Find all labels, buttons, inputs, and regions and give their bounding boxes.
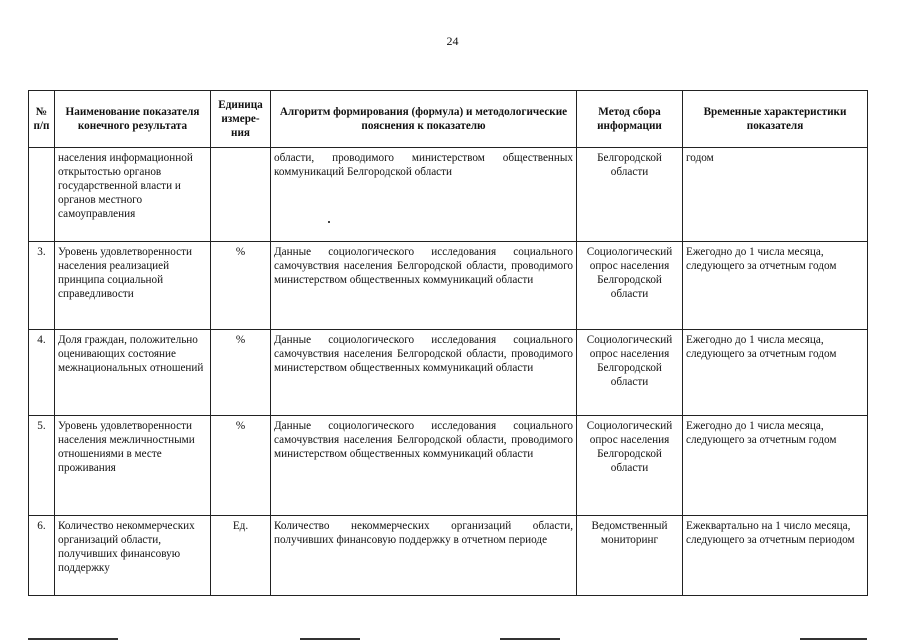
table-row bbox=[29, 416, 868, 516]
cell-timing: Ежегодно до 1 числа месяца, следующего за отчетным годом bbox=[683, 416, 868, 516]
cell-timing: Ежегодно до 1 числа месяца, следующего за отчетным годом bbox=[683, 330, 868, 416]
cell-algorithm: Данные социологического исследования социального самочувствия населения Белгородской области, проводимого министерством общественных коммуникаций области bbox=[271, 416, 577, 516]
header-num: № п/п bbox=[29, 91, 55, 148]
cell-unit bbox=[211, 148, 271, 242]
cell-timing: годом bbox=[683, 148, 868, 242]
cell-algorithm: области, проводимого министерством общественных коммуникаций Белгородской области bbox=[271, 148, 577, 242]
cell-unit: % bbox=[211, 416, 271, 516]
cell-num: 4. bbox=[29, 330, 55, 416]
cell-timing: Ежеквартально на 1 число месяца, следующего за отчетным периодом bbox=[683, 516, 868, 596]
header-name: Наименование показателя конечного результата bbox=[55, 91, 211, 148]
table-row bbox=[29, 148, 868, 242]
cell-num bbox=[29, 148, 55, 242]
header-algorithm: Алгоритм формирования (формула) и методологические пояснения к показателю bbox=[271, 91, 577, 148]
scan-speck bbox=[328, 221, 330, 223]
cell-name: Количество некоммерческих организаций области, получивших финансовую поддержку bbox=[55, 516, 211, 596]
cell-name: Уровень удовлетворенности населения реализацией принципа социальной справедливости bbox=[55, 242, 211, 330]
cell-num: 3. bbox=[29, 242, 55, 330]
cell-name: населения информационной открытостью органов государственной власти и органов местного самоуправления bbox=[55, 148, 211, 242]
header-timing: Временные характеристики показателя bbox=[683, 91, 868, 148]
table-row bbox=[29, 242, 868, 330]
table-row bbox=[29, 516, 868, 596]
cell-name: Доля граждан, положительно оценивающих состояние межнациональных отношений bbox=[55, 330, 211, 416]
cell-algorithm: Количество некоммерческих организаций области, получивших финансовую поддержку в отчетном периоде bbox=[271, 516, 577, 596]
header-method: Метод сбора информации bbox=[577, 91, 683, 148]
cell-unit: % bbox=[211, 330, 271, 416]
page-number: 24 bbox=[446, 34, 459, 48]
cell-name: Уровень удовлетворенности населения межличностными отношениями в месте проживания bbox=[55, 416, 211, 516]
table-row bbox=[29, 330, 868, 416]
cell-algorithm: Данные социологического исследования социального самочувствия населения Белгородской области, проводимого министерством общественных коммуникаций области bbox=[271, 242, 577, 330]
cell-timing: Ежегодно до 1 числа месяца, следующего за отчетным годом bbox=[683, 242, 868, 330]
cell-num: 6. bbox=[29, 516, 55, 596]
cell-algorithm: Данные социологического исследования социального самочувствия населения Белгородской области, проводимого министерством общественных коммуникаций области bbox=[271, 330, 577, 416]
cell-num: 5. bbox=[29, 416, 55, 516]
indicators-table bbox=[28, 90, 868, 596]
cell-method: Социологический опрос населения Белгородской области bbox=[577, 242, 683, 330]
table-header-row bbox=[29, 91, 868, 148]
header-unit: Единица измере-ния bbox=[211, 91, 271, 148]
cell-method: Социологический опрос населения Белгородской области bbox=[577, 330, 683, 416]
cell-method: Белгородской области bbox=[577, 148, 683, 242]
cell-unit: % bbox=[211, 242, 271, 330]
cell-method: Социологический опрос населения Белгородской области bbox=[577, 416, 683, 516]
cell-unit: Ед. bbox=[211, 516, 271, 596]
cell-method: Ведомственный мониторинг bbox=[577, 516, 683, 596]
